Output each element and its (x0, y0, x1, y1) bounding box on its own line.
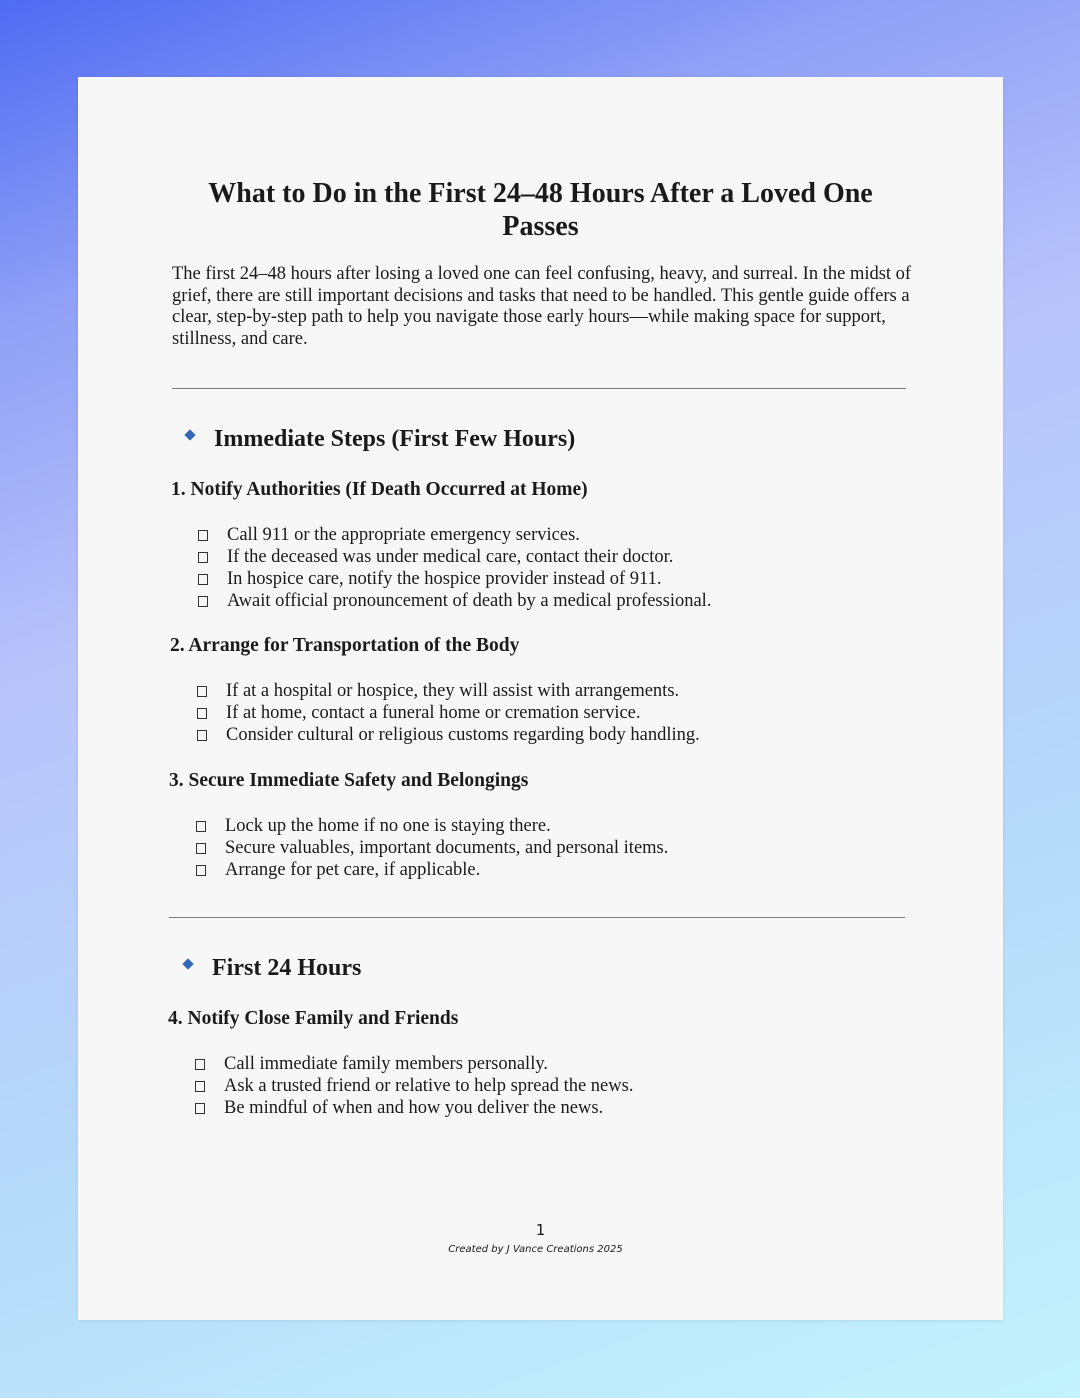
checkbox-icon[interactable] (196, 821, 206, 832)
footer-credit: Created by J Vance Creations 2025 (448, 1244, 623, 1255)
checklist-item (198, 546, 711, 568)
checklist-item (196, 815, 668, 837)
checklist-item (198, 568, 711, 590)
checkbox-icon[interactable] (195, 1059, 205, 1070)
checklist-item (195, 1075, 633, 1097)
checkbox-icon[interactable] (198, 574, 208, 585)
section-heading-label: Immediate Steps (First Few Hours) (214, 426, 576, 452)
checklist-item (197, 724, 700, 746)
checklist-item-text: If the deceased was under medical care, contact their doctor. (227, 547, 674, 567)
checkbox-icon[interactable] (197, 730, 207, 741)
checkbox-icon[interactable] (196, 843, 206, 854)
checklist-item (195, 1097, 633, 1119)
checklist-item (195, 1053, 633, 1075)
checklist-transportation (197, 680, 700, 746)
page-title: What to Do in the First 24–48 Hours After a Loved One Passes (208, 178, 873, 242)
checklist-item-text: Call immediate family members personally. (224, 1054, 549, 1074)
diamond-icon (184, 429, 195, 440)
checkbox-icon[interactable] (198, 530, 208, 541)
checklist-item-text: Secure valuables, important documents, and personal items. (225, 838, 669, 858)
checkbox-icon[interactable] (198, 596, 208, 607)
diamond-icon (182, 958, 193, 969)
checkbox-icon[interactable] (197, 686, 207, 697)
step-heading-secure-belongings: 3. Secure Immediate Safety and Belongings (169, 770, 529, 791)
checklist-item (197, 702, 700, 724)
document-page (78, 77, 1003, 1320)
intro-paragraph: The first 24–48 hours after losing a loved one can feel confusing, heavy, and surreal. In the midst of grief, there are still important decisions and tasks that need to be handled. This gentle guide offers a clear, step-by-step path to help you navigate those early hours—while making space for support, stillness, and care. (172, 264, 912, 350)
checklist-item-text: Be mindful of when and how you deliver the news. (224, 1098, 604, 1118)
section-heading-label: First 24 Hours (212, 955, 362, 981)
checklist-item (197, 680, 700, 702)
checkbox-icon[interactable] (197, 708, 207, 719)
section-heading-first-24-hours (184, 954, 361, 982)
step-heading-transportation: 2. Arrange for Transportation of the Body (170, 635, 520, 656)
checklist-item-text: Call 911 or the appropriate emergency services. (227, 525, 580, 545)
checklist-item (196, 859, 668, 881)
checklist-item-text: If at a hospital or hospice, they will assist with arrangements. (226, 681, 680, 701)
checklist-item (196, 837, 668, 859)
checklist-item-text: If at home, contact a funeral home or cremation service. (226, 703, 641, 723)
divider (169, 917, 905, 918)
step-heading-notify-authorities: 1. Notify Authorities (If Death Occurred at Home) (171, 479, 588, 500)
checklist-secure-belongings (196, 815, 668, 881)
checklist-item-text: In hospice care, notify the hospice provider instead of 911. (227, 569, 662, 589)
checklist-item (198, 524, 711, 546)
checkbox-icon[interactable] (195, 1103, 205, 1114)
checkbox-icon[interactable] (198, 552, 208, 563)
checklist-item (198, 590, 711, 612)
checklist-notify-authorities (198, 524, 711, 612)
checklist-item-text: Arrange for pet care, if applicable. (225, 860, 481, 880)
checklist-item-text: Await official pronouncement of death by a medical professional. (227, 591, 712, 611)
checkbox-icon[interactable] (196, 865, 206, 876)
step-heading-notify-family: 4. Notify Close Family and Friends (168, 1008, 459, 1029)
checklist-item-text: Consider cultural or religious customs regarding body handling. (226, 725, 700, 745)
divider (172, 388, 906, 389)
checklist-item-text: Ask a trusted friend or relative to help spread the news. (224, 1076, 634, 1096)
section-heading-immediate-steps (186, 425, 575, 453)
checklist-notify-family (195, 1053, 633, 1119)
page-number: 1 (535, 1221, 546, 1239)
checkbox-icon[interactable] (195, 1081, 205, 1092)
checklist-item-text: Lock up the home if no one is staying there. (225, 816, 551, 836)
